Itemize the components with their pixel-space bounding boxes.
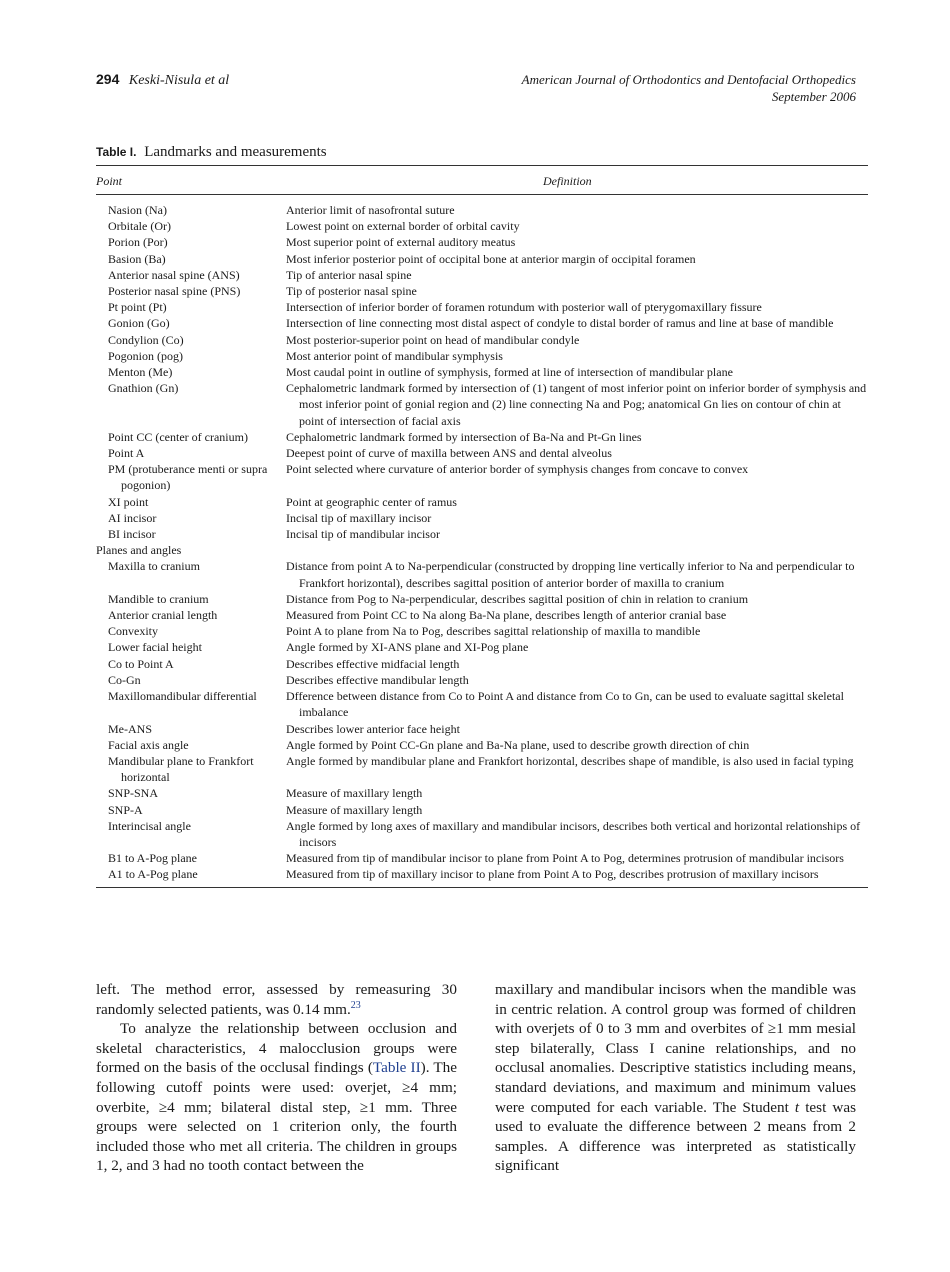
table-cell-definition	[286, 607, 868, 623]
table-row	[96, 251, 868, 267]
table-cell-point	[96, 332, 286, 348]
table-row	[96, 558, 868, 590]
landmark-name: Facial axis angle	[108, 737, 189, 752]
landmark-definition: Measured from tip of maxillary incisor to plane from Point A to Pog, describes protrusion of maxillary incisors	[286, 867, 819, 882]
landmark-definition: Angle formed by Point CC-Gn plane and Ba-Na plane, used to describe growth direction of chin	[286, 737, 750, 752]
landmark-definition: Measure of maxillary length	[286, 786, 423, 801]
landmark-name: Me-ANS	[108, 721, 152, 736]
table-row	[96, 591, 868, 607]
landmark-name: Mandibular plane to Frankfort horizontal	[108, 753, 254, 785]
table-cell-point	[96, 785, 286, 801]
table-cell-point	[96, 721, 286, 737]
table-row	[96, 461, 868, 493]
table-cell-definition	[286, 429, 868, 445]
table-row	[96, 656, 868, 672]
table-row	[96, 753, 868, 785]
table-row	[96, 494, 868, 510]
landmark-name: Gonion (Go)	[108, 316, 170, 331]
table-cell-point	[96, 461, 286, 493]
journal-name: American Journal of Orthodontics and Dentofacial Orthopedics	[521, 72, 856, 87]
landmark-name: Pogonion (pog)	[108, 348, 183, 363]
table-cell-point	[96, 445, 286, 461]
table-cell-point	[96, 348, 286, 364]
table-row	[96, 785, 868, 801]
table-cell-definition	[286, 721, 868, 737]
landmark-definition: Tip of anterior nasal spine	[286, 267, 412, 282]
landmark-name: Posterior nasal spine (PNS)	[108, 284, 241, 299]
landmark-name: SNP-SNA	[108, 786, 159, 801]
table-cell-definition	[286, 526, 868, 542]
table-row	[96, 542, 868, 558]
table-row	[96, 364, 868, 380]
table-cell-definition	[286, 251, 868, 267]
landmark-name: Co to Point A	[108, 656, 174, 671]
landmark-name: Menton (Me)	[108, 365, 173, 380]
table-cell-point	[96, 672, 286, 688]
landmark-definition: Distance from Pog to Na-perpendicular, describes sagittal position of chin in relation to cranium	[286, 591, 749, 606]
landmark-name: Interincisal angle	[108, 818, 191, 833]
citation-ref[interactable]: 23	[350, 999, 361, 1011]
body-column-left	[96, 980, 457, 1176]
table-cell-point	[96, 234, 286, 250]
table-row	[96, 202, 868, 218]
paragraph-text: test was used to evaluate the difference between 2 means from 2 samples. A difference was interpreted as statistically significant	[495, 1098, 856, 1175]
table-cell-definition	[286, 494, 868, 510]
table-cell-definition	[286, 218, 868, 234]
table-cell-point	[96, 753, 286, 785]
table-cell-definition	[286, 202, 868, 218]
table-cell-point	[96, 380, 286, 429]
table-cell-definition	[286, 380, 868, 429]
table-cell-definition	[286, 283, 868, 299]
table-row	[96, 526, 868, 542]
table-cell-point	[96, 526, 286, 542]
paragraph	[96, 980, 457, 1019]
table-cell-definition	[286, 688, 868, 720]
table-cell-point	[96, 299, 286, 315]
table-header-rule	[96, 194, 868, 195]
table-cell-definition	[286, 591, 868, 607]
landmark-name: Anterior nasal spine (ANS)	[108, 267, 240, 282]
table-cell-point	[96, 558, 286, 590]
table-cell-definition	[286, 802, 868, 818]
table-row	[96, 672, 868, 688]
landmark-definition: Intersection of inferior border of foramen rotundum with posterior wall of pterygomaxillary fissure	[286, 300, 762, 315]
table-row	[96, 510, 868, 526]
italic-t: t	[794, 1098, 800, 1116]
landmark-name: PM (protuberance menti or supra pogonion)	[108, 462, 268, 493]
running-authors: Keski-Nisula et al	[128, 73, 230, 88]
table-cell-point	[96, 737, 286, 753]
landmark-definition: Measured from Point CC to Na along Ba-Na plane, describes length of anterior cranial base	[286, 608, 727, 623]
table-cell-definition	[286, 850, 868, 866]
table-cell-point	[96, 364, 286, 380]
table-cell-point	[96, 866, 286, 882]
landmarks-table	[96, 202, 868, 883]
table-section-heading: Planes and angles	[96, 543, 182, 558]
table-row	[96, 429, 868, 445]
landmark-definition: Describes effective midfacial length	[286, 656, 460, 671]
table-cell-point	[96, 202, 286, 218]
landmark-name: Gnathion (Gn)	[108, 381, 179, 396]
column-header-point: Point	[96, 174, 122, 188]
landmark-name: Maxilla to cranium	[108, 559, 200, 574]
landmark-name: Co-Gn	[108, 672, 141, 687]
landmark-definition: Angle formed by long axes of maxillary and mandibular incisors, describes both vertical and horizontal relationships of incisors	[286, 818, 861, 849]
table-row	[96, 688, 868, 720]
table-cell-definition	[286, 364, 868, 380]
table-link[interactable]: Table II	[372, 1059, 421, 1077]
landmark-name: Condylion (Co)	[108, 332, 184, 347]
table-cell-definition	[286, 672, 868, 688]
table-row	[96, 721, 868, 737]
table-cell-definition	[286, 558, 868, 590]
landmark-definition: Tip of posterior nasal spine	[286, 284, 417, 299]
table-cell-definition	[286, 737, 868, 753]
table-label: Table I.	[96, 145, 137, 159]
landmark-definition: Angle formed by mandibular plane and Frankfort horizontal, describes shape of mandible, is also used in facial typing	[286, 753, 854, 768]
table-cell-definition	[286, 866, 868, 882]
landmark-definition: Most inferior posterior point of occipital bone at anterior margin of occipital foramen	[286, 251, 696, 266]
table-cell-point	[96, 251, 286, 267]
table-row	[96, 445, 868, 461]
paragraph-text: ). The following cutoff points were used: overjet, ≥4 mm; overbite, ≥4 mm; bilateral distal step, ≥1 mm. Three groups were selected on 1 criterion only, the fourth included those who met all criteria. The children in groups 1, 2, and 3 had no tooth contact between the	[96, 1059, 457, 1175]
table-cell-definition	[286, 818, 868, 850]
running-header-left	[96, 71, 229, 89]
table-cell-definition	[286, 623, 868, 639]
landmark-name: BI incisor	[108, 527, 156, 542]
landmark-definition: Cephalometric landmark formed by intersection of (1) tangent of most inferior point on inferior border of symphysis and most inferior point of gonial region and (2) line connecting Na and Pog; anatomical Gn lies on contour of chin at point of intersection of facial axis	[286, 381, 867, 428]
table-cell-definition	[286, 753, 868, 785]
table-cell-definition	[286, 445, 868, 461]
table-cell-point	[96, 429, 286, 445]
paragraph-text: left. The method error, assessed by remeasuring 30 randomly selected patients, was 0.14 mm.	[96, 981, 457, 1018]
table-cell-definition	[286, 639, 868, 655]
table-cell-definition	[286, 348, 868, 364]
paragraph-text: maxillary and mandibular incisors when the mandible was in centric relation. A control group was formed of children with overjets of 0 to 3 mm and overbites of ≥1 mm mesial step bilaterally, Class I canine relationships, and no occlusal anomalies. Descriptive statistics including means, standard deviations, and maximum and minimum values were computed for each variable. The Student	[495, 981, 856, 1116]
paragraph	[495, 980, 856, 1176]
table-row	[96, 380, 868, 429]
table-cell-definition	[286, 510, 868, 526]
table-cell-definition	[286, 267, 868, 283]
landmark-definition: Dfference between distance from Co to Point A and distance from Co to Gn, can be used to evaluate sagittal skeletal imbalance	[286, 689, 844, 720]
table-cell-point	[96, 591, 286, 607]
table-row	[96, 866, 868, 882]
landmark-name: Nasion (Na)	[108, 203, 167, 217]
table-cell-point	[96, 639, 286, 655]
body-column-right	[495, 980, 856, 1176]
table-cell-point	[96, 510, 286, 526]
table-cell-point	[96, 283, 286, 299]
landmark-definition: Describes effective mandibular length	[286, 672, 469, 687]
table-row	[96, 607, 868, 623]
landmark-definition: Most superior point of external auditory meatus	[286, 235, 516, 250]
table-row	[96, 348, 868, 364]
landmark-name: Point CC (center of cranium)	[108, 429, 248, 444]
landmark-definition: Most posterior-superior point on head of mandibular condyle	[286, 332, 580, 347]
table-row	[96, 315, 868, 331]
landmark-definition: Measured from tip of mandibular incisor to plane from Point A to Pog, determines protrusion of mandibular incisors	[286, 851, 844, 866]
paragraph	[96, 1019, 457, 1176]
landmark-definition: Intersection of line connecting most distal aspect of condyle to distal border of ramus and line at base of mandible	[286, 316, 834, 331]
table-cell-point	[96, 607, 286, 623]
table-row	[96, 234, 868, 250]
table-cell-point	[96, 623, 286, 639]
table-cell-point	[96, 267, 286, 283]
table-top-rule	[96, 165, 868, 166]
table-title: Landmarks and measurements	[144, 144, 327, 160]
landmark-name: A1 to A-Pog plane	[108, 867, 198, 882]
table-cell-definition	[286, 461, 868, 493]
table-cell-point	[96, 656, 286, 672]
landmark-name: Mandible to cranium	[108, 591, 209, 606]
landmark-name: Porion (Por)	[108, 235, 168, 250]
landmark-definition: Point selected where curvature of anterior border of symphysis changes from concave to convex	[286, 462, 749, 477]
landmark-name: Lower facial height	[108, 640, 202, 655]
table-cell-definition	[286, 332, 868, 348]
landmark-name: Point A	[108, 446, 145, 461]
landmark-definition: Most caudal point in outline of symphysis, formed at line of intersection of mandibular plane	[286, 365, 733, 380]
table-row	[96, 802, 868, 818]
table-cell-point	[96, 494, 286, 510]
paragraph-text: To analyze the relationship between occlusion and skeletal characteristics, 4 malocclusion groups were formed on the basis of the occlusal findings (	[96, 1020, 457, 1077]
landmark-definition: Incisal tip of mandibular incisor	[286, 527, 440, 542]
landmark-definition: Distance from point A to Na-perpendicular (constructed by dropping line vertically inferior to Na and perpendicular to Frankfort horizontal), describes sagittal position of anterior border of maxilla to cranium	[286, 559, 855, 590]
landmark-definition: Incisal tip of maxillary incisor	[286, 510, 432, 525]
table-cell-point	[96, 802, 286, 818]
table-row	[96, 850, 868, 866]
landmark-definition: Deepest point of curve of maxilla between ANS and dental alveolus	[286, 446, 612, 461]
table-cell-definition	[286, 315, 868, 331]
table-row	[96, 299, 868, 315]
running-header-right	[522, 71, 856, 105]
landmark-definition: Anterior limit of nasofrontal suture	[286, 203, 455, 217]
page-number: 294	[96, 71, 120, 87]
table-cell-point	[96, 850, 286, 866]
issue-date: September 2006	[771, 89, 856, 104]
column-header-definition: Definition	[543, 174, 592, 188]
table-row	[96, 623, 868, 639]
table-cell-definition	[286, 785, 868, 801]
table-bottom-rule	[96, 887, 868, 888]
landmark-name: SNP-A	[108, 802, 143, 817]
table-cell-definition	[286, 656, 868, 672]
landmark-name: Maxillomandibular differential	[108, 689, 257, 704]
landmark-name: Basion (Ba)	[108, 251, 166, 266]
landmark-name: B1 to A-Pog plane	[108, 851, 197, 866]
table-row	[96, 218, 868, 234]
landmark-definition: Point A to plane from Na to Pog, describes sagittal relationship of maxilla to mandible	[286, 624, 701, 639]
table-cell-point	[96, 818, 286, 850]
table-caption	[96, 144, 327, 161]
landmark-name: XI point	[108, 494, 149, 509]
landmark-definition: Most anterior point of mandibular symphysis	[286, 348, 503, 363]
landmark-name: AI incisor	[108, 510, 157, 525]
landmark-name: Pt point (Pt)	[108, 300, 167, 315]
landmark-definition: Measure of maxillary length	[286, 802, 423, 817]
table-row	[96, 639, 868, 655]
landmark-name: Orbitale (Or)	[108, 219, 171, 234]
landmark-definition: Point at geographic center of ramus	[286, 494, 457, 509]
table-cell-definition	[286, 299, 868, 315]
landmark-definition: Cephalometric landmark formed by intersection of Ba-Na and Pt-Gn lines	[286, 429, 642, 444]
table-cell-point	[96, 688, 286, 720]
table-cell-point	[96, 218, 286, 234]
table-row	[96, 818, 868, 850]
landmark-definition: Describes lower anterior face height	[286, 721, 460, 736]
table-cell-definition	[286, 234, 868, 250]
table-row	[96, 267, 868, 283]
landmark-definition: Angle formed by XI-ANS plane and XI-Pog plane	[286, 640, 529, 655]
landmark-name: Anterior cranial length	[108, 608, 218, 623]
landmark-name: Convexity	[108, 624, 158, 639]
table-cell-point	[96, 315, 286, 331]
table-row	[96, 737, 868, 753]
table-row	[96, 283, 868, 299]
landmark-definition: Lowest point on external border of orbital cavity	[286, 219, 520, 234]
table-row	[96, 332, 868, 348]
